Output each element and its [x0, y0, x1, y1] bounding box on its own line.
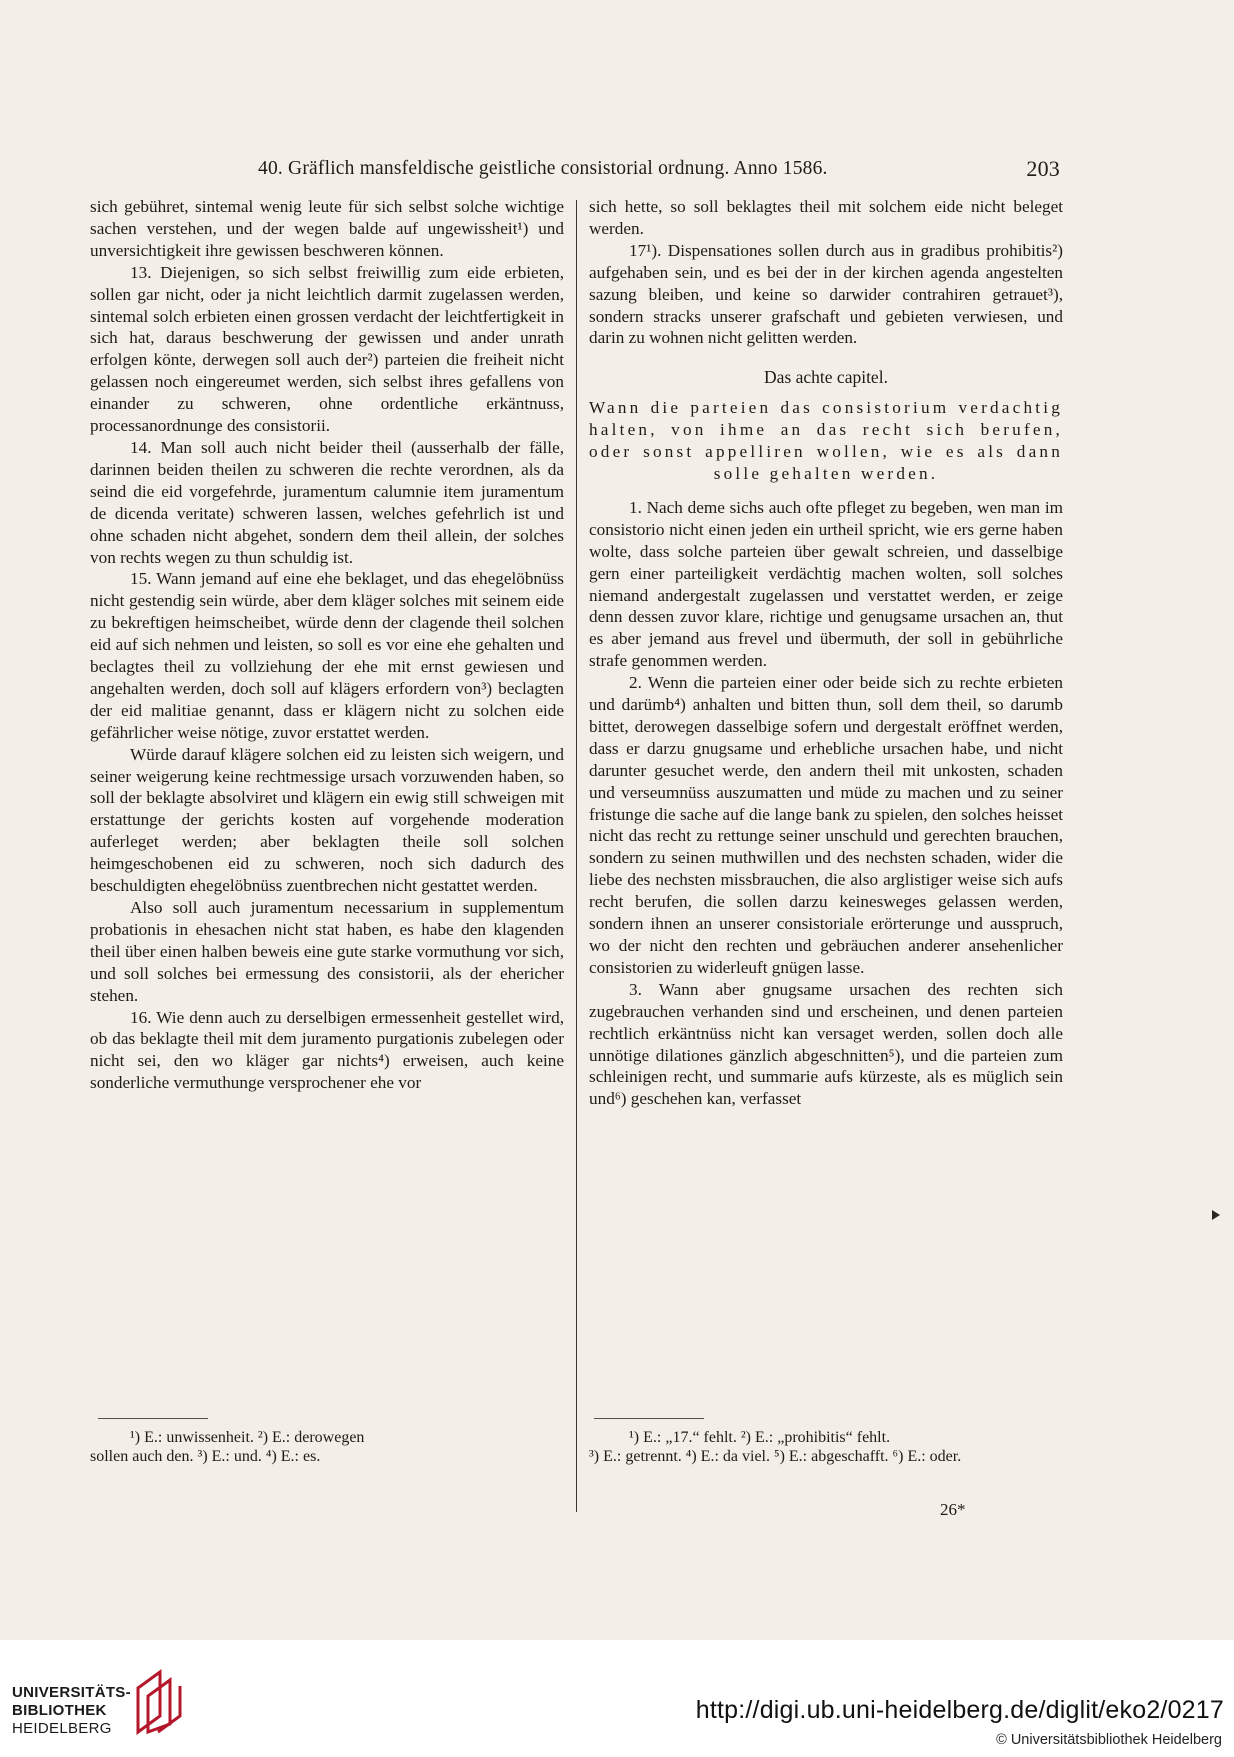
page-number: 203 — [1026, 156, 1060, 181]
paragraph: 15. Wann jemand auf eine ehe beklaget, und das ehegelöbnüss nicht gestendig sein würde, aber dem kläger solches mit seinem eide zu bekreftigen heimscheibet, würde denn der clagende theil solchen eid auf sich nehmen und leisten, so soll es vor eine ehe gehalten und beclagtes theil zu vollziehung der ehe mit ernst gewiesen und angehalten werden, doch soll auf klägers erfordern von³) beclagten der eid malitiae genannt, dass er klägern nicht zu solchen eide gefährlicher weise nötige, zuvor erstattet werden. — [90, 569, 564, 742]
library-emblem-icon — [134, 1666, 184, 1736]
paragraph: 16. Wie denn auch zu derselbigen ermessenheit gestellet wird, ob das beklagte theil mit dem juramento purgationis zubelegen oder nicht sei, den wo kläger gar nichts⁴) erweisen, auch keine sonderliche vermuthunge versprochener ehe vor — [90, 1007, 564, 1093]
paragraph: Also soll auch juramentum necessarium in supplementum probationis in ehesachen nicht stat haben, es habe den klagenden theil über einen halben beweis eine gute starke vormuthung vor sich, und soll solches bei ermessung des consistorii, als der ehericher stehen. — [90, 898, 564, 1005]
paragraph: 13. Diejenigen, so sich selbst freiwillig zum eide erbieten, sollen gar nicht, oder ja nicht leichtlich darmit zugelassen werden, sintemal solch erbieten einen grossen verdacht der leichtfertigkeit in sich hat, daraus beschwerung der gewissen und ander unrath erfolgen könte, derwegen soll auch der²) parteien die freiheit nicht gelassen noch eingereumet werden, sich selbst ihres gefallens von einander zu schweren, ohne ordentliche erkäntnuss, processanordnunge des consistorii. — [90, 262, 564, 436]
logo-text-line: UNIVERSITÄTS- — [12, 1684, 131, 1701]
footnote-line: ¹) E.: unwissenheit. ²) E.: derowegen — [130, 1429, 365, 1446]
paragraph: 3. Wann aber gnugsame ursachen des rechten sich zugebrauchen verhanden sind und erscheinen, und denen parteien rechtlich erkäntnüss nicht kan versaget werden, sollen doch alle unnötige dilationes gänzlich abgeschnitten⁵), und die parteien zum schleinigen recht, und summarie aufs kürzeste, als es müglich sein und⁶) geschehen kan, verfasset — [589, 979, 1063, 1109]
footnote-line: sollen auch den. ³) E.: und. ⁴) E.: es. — [90, 1448, 321, 1465]
chapter-heading: Das achte capitel. — [764, 367, 888, 388]
permalink-url[interactable]: http://digi.ub.uni-heidelberg.de/diglit/eko2/0217 — [695, 1696, 1224, 1724]
right-footnotes — [589, 1428, 1063, 1466]
signature-mark: 26* — [940, 1500, 966, 1519]
left-footnotes — [90, 1428, 564, 1466]
paragraph: 17¹). Dispensationes sollen durch aus in gradibus prohibitis²) aufgehaben sein, und es bei der in der kirchen agenda angestelten sazung bleiben, und keine so darwider contrahiren getrauet³), sondern stracks unserer grafschaft und gebieten verwiesen, und darin zu wohnen nicht gelitten werden. — [589, 240, 1063, 348]
footnote-line: ³) E.: getrennt. ⁴) E.: da viel. ⁵) E.: abgeschafft. ⁶) E.: oder. — [589, 1448, 962, 1465]
header-title: 40. Gräflich mansfeldische geistliche consistorial ordnung. Anno 1586. — [258, 158, 828, 179]
paragraph: Würde darauf klägere solchen eid zu leisten sich weigern, und seiner weigerung keine rechtmessige ursach vorzuwenden haben, so soll der beklagte absolviret und klägern ein ewig still schweigen mit erstattunge der gerichts kosten auf vorgehende moderation auferleget werden; aber beklagten theile soll solchen heimgeschobenen eid zu schweren, noch sich dadurch des beschuldigten ehegelöbnüss zuentbrechen nicht gestattet werden. — [90, 744, 564, 896]
paragraph: 14. Man soll auch nicht beider theil (ausserhalb der fälle, darinnen beiden theilen zu schweren die rechte verordnen, als da seind die eid vorgefehrde, juramentum calumnie item juramentum de dicenda veritate) schweren lassen, welches gefehrlich ist und ohne schaden nicht abgehet, sondern dem theil allein, der solches von rechts wegen zu thun schuldig ist. — [90, 437, 564, 567]
paragraph: 1. Nach deme sichs auch ofte pfleget zu begeben, wen man im consistorio nicht einen jeden ein urtheil spricht, wie ers gerne haben wolte, dass solche parteien über gewalt schreien, und dasselbige gern einer parteiligkeit verdächtig machen wolten, soll solches niemand andergestalt zugelassen und verstattet werden, er zeige denn dessen zuvor klare, richtige und genugsame ursachen an, thut es aber jemand aus frevel und übermuth, der soll in gebührliche strafe genommen werden. — [589, 497, 1063, 671]
chapter-summary: Wann die parteien das consistorium verdachtig halten, von ihme an das recht sich berufen, oder sonst appelliren wollen, wie es als dann solle gehalten werden. — [589, 398, 1063, 483]
paragraph: sich gebühret, sintemal wenig leute für sich selbst solche wichtige sachen verstehen, und der wegen balde auf ungewissheit¹) und unversichtigkeit ihre gewissen beschweren können. — [90, 197, 564, 260]
footnote-rule — [98, 1418, 208, 1419]
footnote-line: ¹) E.: „17.“ fehlt. ²) E.: „prohibitis“ fehlt. — [629, 1429, 891, 1446]
paragraph: sich hette, so soll beklagtes theil mit solchem eide nicht beleget werden. — [589, 197, 1063, 238]
logo-text-line: BIBLIOTHEK — [12, 1702, 107, 1719]
left-column — [90, 196, 564, 1094]
viewer-footer — [0, 1640, 1234, 1757]
margin-arrow-icon — [1212, 1210, 1220, 1220]
copyright-notice: © Universitätsbibliothek Heidelberg — [996, 1732, 1222, 1748]
column-divider — [576, 200, 577, 1512]
right-column — [589, 196, 1063, 1110]
footnote-rule — [594, 1418, 704, 1419]
logo-text-line: HEIDELBERG — [12, 1720, 112, 1737]
running-header — [250, 158, 1060, 188]
paragraph: 2. Wenn die parteien einer oder beide sich zu rechte erbieten und darümb⁴) anhalten und bitten thun, soll dem theil, so darumb bittet, derowegen dasselbige sofern und dergestalt eröffnet werden, dass er darzu gnugsame und erhebliche ursachen habe, und nicht darunter gesuchet werde, den andern theil mit unkosten, schaden und verseumnüss auszumatten und müde zu machen und zu seiner fristunge die sache auf die lange bank zu spielen, den solches heisset nicht das recht zu rettunge seiner unschuld und gerechten brauchen, sondern zu seinen muthwillen und des nechsten schaden, wider die liebe des nechsten missbrauchen, die also arglistiger weise sich aufs recht berufen, die sollen darzu keinesweges gelassen werden, sondern ihnen an unserer consistoriale erörterunge und ausspruch, wo der nicht den rechten und gebräuchen anderer ansehenlicher consistorien zu widerleuft gnügen lasse. — [589, 673, 1063, 977]
library-logo[interactable] — [12, 1664, 232, 1744]
